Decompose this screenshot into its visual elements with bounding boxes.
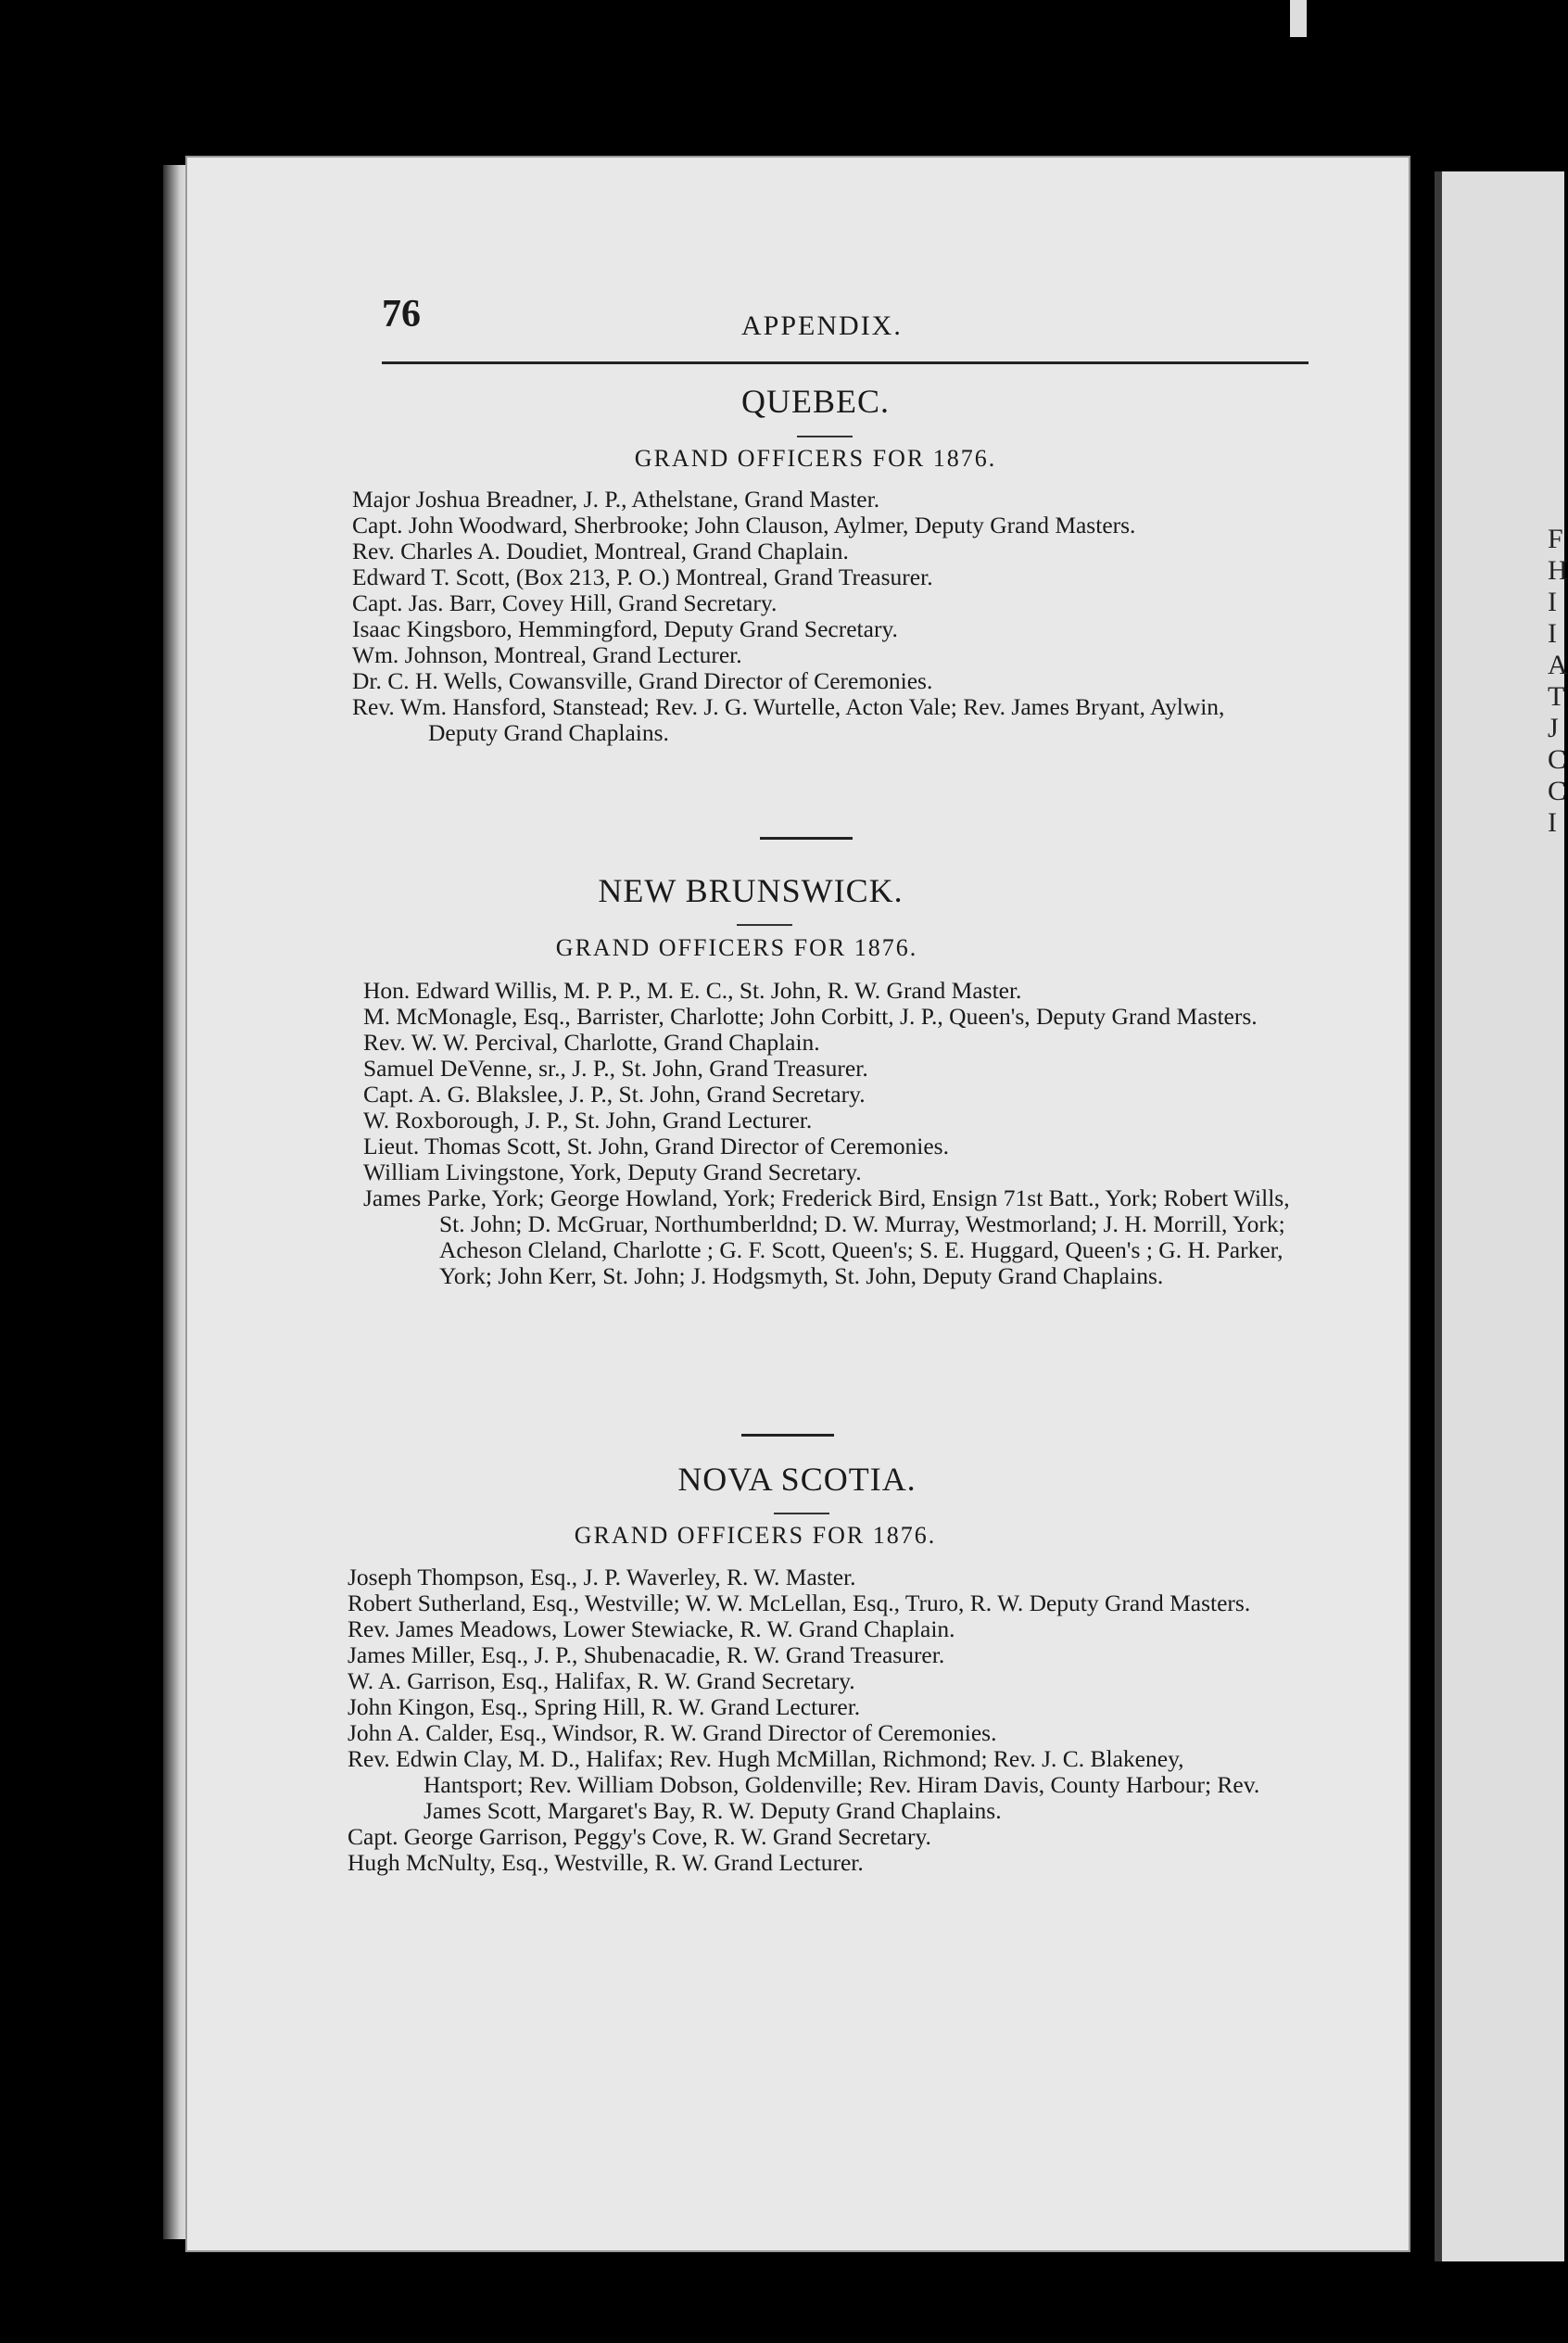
officer-entry: James Parke, York; George Howland, York; Frederick Bird, Ensign 71st Batt., York; Robert Wills, St. John; D. McGruar, Northumberldnd; D. W. Murray, Westmorland; J. H. Morrill, York; Acheson Cleland, Charlotte ; G. F. Scott, Queen's; S. E. Huggard, Queen's ; G. H. Parker, York; John Kerr, St. John; J. Hodgsmyth, St. John, Deputy Grand Chaplains.: [363, 1184, 1290, 1289]
section-subtitle: GRAND OFFICERS FOR 1876.: [634, 445, 997, 472]
section-separator: [741, 1434, 834, 1437]
short-rule: [797, 436, 853, 437]
officer-entry: Lieut. Thomas Scott, St. John, Grand Director of Ceremonies.: [363, 1133, 949, 1159]
short-rule: [737, 924, 792, 926]
officer-entry: Major Joshua Breadner, J. P., Athelstane, Grand Master.: [352, 486, 880, 513]
officer-entry: Edward T. Scott, (Box 213, P. O.) Montreal, Grand Treasurer.: [352, 564, 933, 590]
section-subtitle: GRAND OFFICERS FOR 1876.: [555, 934, 918, 961]
officer-entry: John A. Calder, Esq., Windsor, R. W. Grand Director of Ceremonies.: [348, 1719, 997, 1746]
officer-entry: W. Roxborough, J. P., St. John, Grand Lecturer.: [363, 1107, 813, 1134]
page-header: [352, 278, 1270, 343]
entries-list: [348, 1564, 1274, 1876]
officer-entry: Joseph Thompson, Esq., J. P. Waverley, R. W. Master.: [348, 1564, 856, 1590]
officer-entry: Hugh McNulty, Esq., Westville, R. W. Grand Lecturer.: [348, 1849, 864, 1876]
officer-entry: Rev. Charles A. Doudiet, Montreal, Grand Chaplain.: [352, 538, 849, 564]
entries-list: [352, 487, 1279, 746]
officer-entry: Rev. Wm. Hansford, Stanstead; Rev. J. G. Wurtelle, Acton Vale; Rev. James Bryant, Aylwin, Deputy Grand Chaplains.: [352, 693, 1225, 746]
officer-entry: W. A. Garrison, Esq., Halifax, R. W. Grand Secretary.: [348, 1667, 855, 1694]
officer-entry: Capt. Jas. Barr, Covey Hill, Grand Secretary.: [352, 589, 778, 616]
facing-page: [1435, 171, 1564, 2261]
officer-entry: Capt. John Woodward, Sherbrooke; John Clauson, Aylmer, Deputy Grand Masters.: [352, 512, 1136, 538]
entries-list: [363, 978, 1290, 1289]
officer-entry: James Miller, Esq., J. P., Shubenacadie, R. W. Grand Treasurer.: [348, 1641, 945, 1668]
short-rule: [774, 1513, 829, 1514]
facing-page-fragments: F H I I A T J C C I: [1548, 524, 1568, 838]
section-title: NOVA SCOTIA.: [677, 1461, 917, 1498]
officer-entry: M. McMonagle, Esq., Barrister, Charlotte; John Corbitt, J. P., Queen's, Deputy Grand Masters.: [363, 1003, 1258, 1030]
officer-entry: William Livingstone, York, Deputy Grand Secretary.: [363, 1159, 862, 1185]
section-title: NEW BRUNSWICK.: [598, 872, 904, 909]
section-subtitle: GRAND OFFICERS FOR 1876.: [574, 1522, 937, 1549]
officer-entry: Rev. James Meadows, Lower Stewiacke, R. W. Grand Chaplain.: [348, 1615, 955, 1642]
page-number: 76: [382, 293, 421, 336]
officer-entry: Wm. Johnson, Montreal, Grand Lecturer.: [352, 641, 742, 668]
page-gutter: [163, 165, 187, 2239]
section-separator: [760, 837, 853, 840]
officer-entry: Isaac Kingsboro, Hemmingford, Deputy Grand Secretary.: [352, 615, 898, 642]
officer-entry: Robert Sutherland, Esq., Westville; W. W. McLellan, Esq., Truro, R. W. Deputy Grand Masters.: [348, 1589, 1251, 1616]
page-content: [348, 278, 1290, 1876]
adjacent-page-strip: [1290, 0, 1307, 37]
running-head: APPENDIX.: [741, 310, 903, 341]
officer-entry: Rev. Edwin Clay, M. D., Halifax; Rev. Hugh McMillan, Richmond; Rev. J. C. Blakeney, Hantsport; Rev. William Dobson, Goldenville; Rev. Hiram Davis, County Harbour; Rev. James Scott, Margaret's Bay, R. W. Deputy Grand Chaplains.: [348, 1745, 1260, 1824]
header-rule: [382, 361, 1309, 364]
officer-entry: Samuel DeVenne, sr., J. P., St. John, Grand Treasurer.: [363, 1055, 868, 1082]
officer-entry: Dr. C. H. Wells, Cowansville, Grand Director of Ceremonies.: [352, 667, 933, 694]
officer-entry: Hon. Edward Willis, M. P. P., M. E. C., St. John, R. W. Grand Master.: [363, 977, 1022, 1004]
officer-entry: Capt. George Garrison, Peggy's Cove, R. W. Grand Secretary.: [348, 1823, 931, 1850]
section-title: QUEBEC.: [741, 383, 890, 420]
officer-entry: Rev. W. W. Percival, Charlotte, Grand Chaplain.: [363, 1029, 820, 1056]
officer-entry: John Kingon, Esq., Spring Hill, R. W. Grand Lecturer.: [348, 1693, 861, 1720]
officer-entry: Capt. A. G. Blakslee, J. P., St. John, Grand Secretary.: [363, 1081, 866, 1108]
